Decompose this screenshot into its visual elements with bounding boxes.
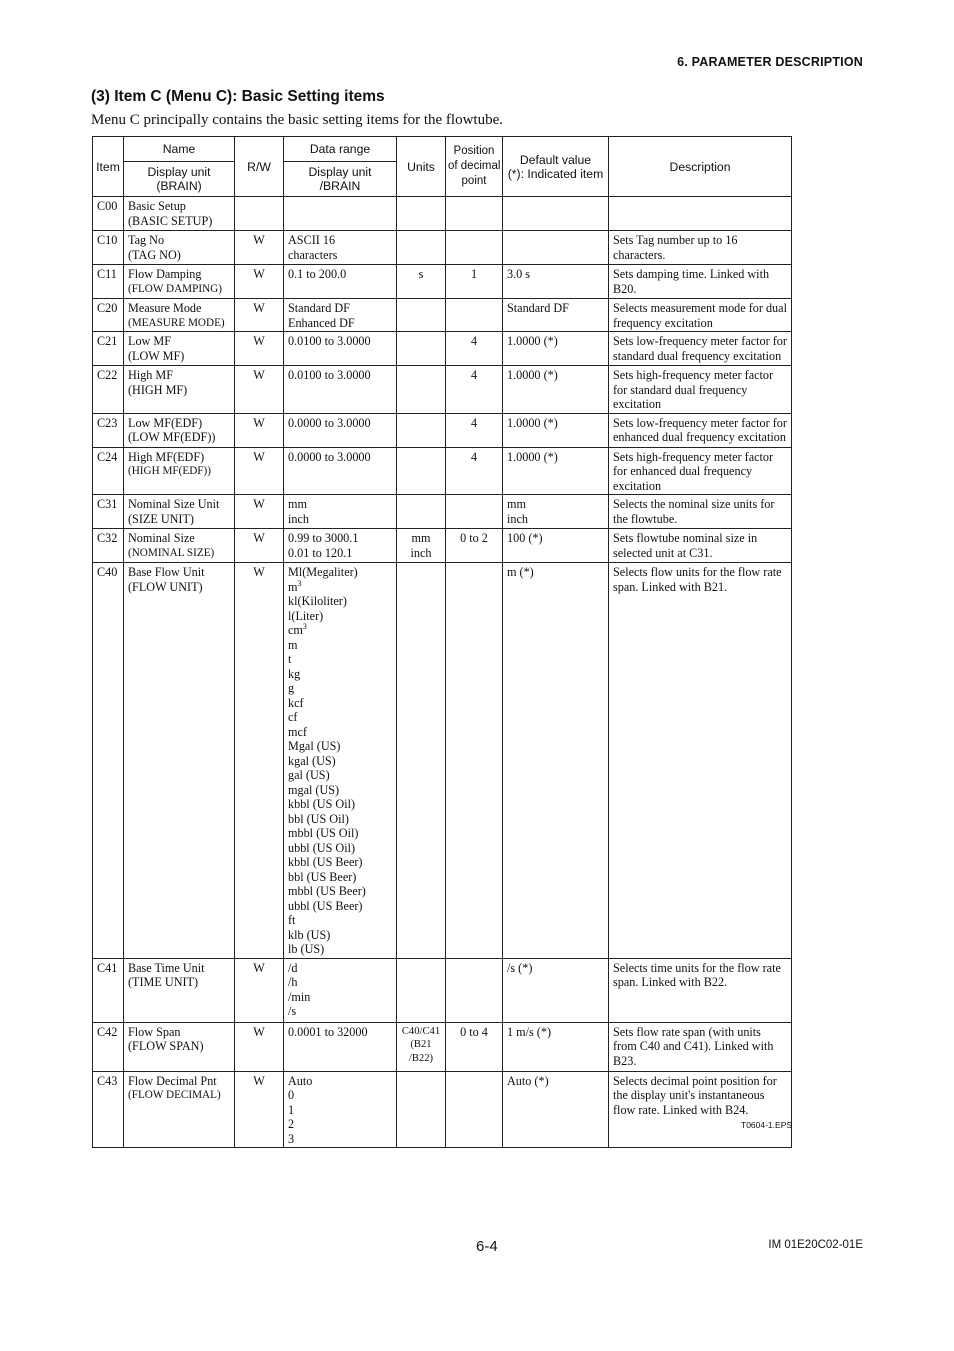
range-option: 3 [288, 1131, 295, 1146]
header-item: Item [93, 137, 124, 197]
range-option: mgal (US) [288, 782, 340, 797]
cell-item: C23 [93, 413, 124, 447]
table-row [93, 332, 792, 366]
page-number: 6-4 [476, 1238, 498, 1255]
cell-item: C41 [93, 958, 124, 1022]
cell-item: C32 [93, 529, 124, 563]
cell-default: Auto (*) [503, 1071, 609, 1148]
table-row [93, 197, 792, 231]
range-option: characters [288, 247, 338, 262]
cell-name: Nominal Size Unit (SIZE UNIT) [124, 495, 235, 529]
cell-data-range [284, 265, 397, 299]
range-option: 0.0100 to 3.0000 [288, 334, 371, 348]
cell-rw: W [235, 413, 284, 447]
range-option: Ml(Megaliter) [288, 565, 358, 579]
cell-data-range [284, 231, 397, 265]
cell-data-range [284, 299, 397, 332]
cell-rw: W [235, 495, 284, 529]
cell-units: s [397, 265, 446, 299]
document-id: IM 01E20C02-01E [768, 1239, 863, 1251]
table-body [93, 197, 792, 1148]
range-option: 0.0001 to 32000 [288, 1024, 368, 1039]
range-option: kg [288, 666, 301, 681]
cell-name: Base Flow Unit (FLOW UNIT) [124, 563, 235, 959]
cell-name: High MF (HIGH MF) [124, 366, 235, 414]
cell-description: Sets high-frequency meter factor for enhanced dual frequency excitation [609, 447, 792, 495]
cell-description: Selects measurement mode for dual frequency excitation [609, 299, 792, 332]
cell-data-range [284, 563, 397, 959]
range-option: ASCII 16 [288, 233, 336, 247]
cell-decimal [446, 299, 503, 332]
cell-default: 1.0000 (*) [503, 413, 609, 447]
range-option: 0.99 to 3000.1 [288, 531, 359, 545]
cell-item: C42 [93, 1022, 124, 1071]
cell-decimal: 4 [446, 332, 503, 366]
range-option: kl(Kiloliter) [288, 594, 347, 608]
table-row [93, 413, 792, 447]
cell-units [397, 563, 446, 959]
cell-units [397, 231, 446, 265]
range-option: kcf [288, 695, 304, 710]
table-row [93, 1071, 792, 1148]
range-option: 1 [288, 1102, 295, 1117]
range-option: /s [288, 1004, 297, 1018]
cell-default: 1.0000 (*) [503, 332, 609, 366]
cell-default: m (*) [503, 563, 609, 959]
cell-item: C43 [93, 1071, 124, 1148]
section-title: (3) Item C (Menu C): Basic Setting items [91, 88, 385, 105]
cell-name: Measure Mode (MEASURE MODE) [124, 299, 235, 332]
table-row [93, 265, 792, 299]
cell-name: High MF(EDF) (HIGH MF(EDF)) [124, 447, 235, 495]
range-option: lb (US) [288, 942, 325, 956]
cell-default: /s (*) [503, 958, 609, 1022]
parameter-table [92, 136, 792, 1148]
cell-rw: W [235, 1071, 284, 1148]
range-option: inch [288, 511, 309, 526]
cell-name: Flow Span (FLOW SPAN) [124, 1022, 235, 1071]
header-description: Description [609, 137, 792, 197]
cell-units [397, 413, 446, 447]
cell-decimal: 0 to 2 [446, 529, 503, 563]
header-units: Units [397, 137, 446, 197]
cell-decimal: 0 to 4 [446, 1022, 503, 1071]
header-decimal-position: Position of decimal point [446, 137, 503, 197]
cell-description: Sets low-frequency meter factor for standard dual frequency excitation [609, 332, 792, 366]
cell-decimal: 4 [446, 413, 503, 447]
cell-units: mm inch [397, 529, 446, 563]
table-row [93, 563, 792, 959]
range-option: $cm^3$ [288, 621, 307, 637]
cell-decimal [446, 1071, 503, 1148]
cell-item: C40 [93, 563, 124, 959]
cell-item: C31 [93, 495, 124, 529]
cell-name: Flow Damping (FLOW DAMPING) [124, 265, 235, 299]
cell-name: Tag No (TAG NO) [124, 231, 235, 265]
cell-name: Flow Decimal Pnt (FLOW DECIMAL) [124, 1071, 235, 1148]
cell-rw: W [235, 265, 284, 299]
table-row [93, 366, 792, 414]
cell-rw: W [235, 366, 284, 414]
header-rw: R/W [235, 137, 284, 197]
range-option: 0.0000 to 3.0000 [288, 415, 371, 430]
table-row [93, 1022, 792, 1071]
header-default-value: Default value (*): Indicated item [503, 137, 609, 197]
cell-description: Selects flow units for the flow rate span. Linked with B21. [609, 563, 792, 959]
cell-item: C11 [93, 265, 124, 299]
range-option: Auto [288, 1073, 313, 1088]
cell-default [503, 197, 609, 231]
cell-data-range [284, 495, 397, 529]
range-option: mcf [288, 724, 307, 739]
table-row [93, 529, 792, 563]
table-reference: T0604-1.EPS [741, 1120, 793, 1130]
header-name-sub: Display unit (BRAIN) [124, 162, 235, 197]
table-row [93, 958, 792, 1022]
cell-rw: W [235, 1022, 284, 1071]
range-option: bbl (US Beer) [288, 869, 357, 884]
range-option: g [288, 681, 295, 695]
cell-decimal [446, 231, 503, 265]
cell-rw [235, 197, 284, 231]
range-option: kgal (US) [288, 753, 336, 768]
cell-name: Basic Setup (BASIC SETUP) [124, 197, 235, 231]
cell-default: 1.0000 (*) [503, 366, 609, 414]
cell-description: Sets low-frequency meter factor for enhanced dual frequency excitation [609, 413, 792, 447]
cell-description: Selects the nominal size units for the flowtube. [609, 495, 792, 529]
cell-decimal: 1 [446, 265, 503, 299]
cell-units [397, 332, 446, 366]
range-option: klb (US) [288, 927, 331, 942]
range-option: kbbl (US Beer) [288, 855, 363, 869]
cell-description [609, 197, 792, 231]
cell-description: Sets Tag number up to 16 characters. [609, 231, 792, 265]
cell-data-range [284, 366, 397, 414]
section-intro: Menu C principally contains the basic setting items for the flowtube. [91, 112, 503, 128]
table-row [93, 231, 792, 265]
table-row [93, 495, 792, 529]
cell-rw: W [235, 447, 284, 495]
range-option: /d [288, 960, 298, 975]
cell-default: 100 (*) [503, 529, 609, 563]
cell-default: mm inch [503, 495, 609, 529]
cell-data-range [284, 529, 397, 563]
range-option: l(Liter) [288, 608, 324, 623]
cell-decimal: 4 [446, 447, 503, 495]
cell-decimal [446, 958, 503, 1022]
range-option: ubbl (US Beer) [288, 898, 363, 913]
table-row [93, 299, 792, 332]
cell-item: C24 [93, 447, 124, 495]
cell-rw: W [235, 299, 284, 332]
cell-data-range [284, 332, 397, 366]
cell-units [397, 1071, 446, 1148]
header-data-range: Data range [284, 137, 397, 162]
range-option: kbbl (US Oil) [288, 797, 356, 811]
cell-description: Sets flow rate span (with units from C40 and C41). Linked with B23. [609, 1022, 792, 1071]
cell-decimal: 4 [446, 366, 503, 414]
cell-rw: W [235, 332, 284, 366]
range-option: 0.0100 to 3.0000 [288, 368, 371, 382]
cell-units [397, 299, 446, 332]
cell-data-range [284, 197, 397, 231]
range-option: 2 [288, 1117, 295, 1131]
range-option: mbbl (US Beer) [288, 884, 366, 898]
cell-units: C40/C41 (B21 /B22) [397, 1022, 446, 1071]
cell-rw: W [235, 958, 284, 1022]
range-option: cf [288, 710, 298, 724]
range-option: ft [288, 913, 296, 927]
cell-units [397, 447, 446, 495]
range-option: $m^3$ [288, 578, 302, 594]
cell-units [397, 495, 446, 529]
cell-rw: W [235, 563, 284, 959]
cell-data-range [284, 1071, 397, 1148]
running-header: 6. PARAMETER DESCRIPTION [677, 55, 863, 69]
cell-default: 1.0000 (*) [503, 447, 609, 495]
cell-item: C10 [93, 231, 124, 265]
cell-description: Selects time units for the flow rate span. Linked with B22. [609, 958, 792, 1022]
cell-data-range [284, 1022, 397, 1071]
cell-name: Low MF (LOW MF) [124, 332, 235, 366]
range-option: Enhanced DF [288, 315, 355, 330]
cell-default [503, 231, 609, 265]
cell-item: C21 [93, 332, 124, 366]
cell-name: Nominal Size (NOMINAL SIZE) [124, 529, 235, 563]
table-row [93, 447, 792, 495]
cell-name: Base Time Unit (TIME UNIT) [124, 958, 235, 1022]
range-option: /h [288, 975, 298, 989]
cell-description: Sets high-frequency meter factor for standard dual frequency excitation [609, 366, 792, 414]
range-option: m [288, 637, 298, 652]
cell-item: C22 [93, 366, 124, 414]
cell-item: C00 [93, 197, 124, 231]
range-option: Mgal (US) [288, 739, 341, 753]
cell-default: 1 m/s (*) [503, 1022, 609, 1071]
cell-data-range [284, 447, 397, 495]
cell-data-range [284, 958, 397, 1022]
cell-description: Sets damping time. Linked with B20. [609, 265, 792, 299]
range-option: /min [288, 989, 311, 1004]
range-option: ubbl (US Oil) [288, 840, 356, 855]
cell-decimal [446, 197, 503, 231]
range-option: 0.0000 to 3.0000 [288, 449, 371, 464]
range-option: mbbl (US Oil) [288, 826, 359, 840]
range-option: bbl (US Oil) [288, 811, 349, 826]
range-option: 0.01 to 120.1 [288, 545, 353, 560]
range-option: t [288, 652, 292, 666]
cell-description: Sets flowtube nominal size in selected unit at C31. [609, 529, 792, 563]
cell-name: Low MF(EDF) (LOW MF(EDF)) [124, 413, 235, 447]
cell-units [397, 197, 446, 231]
cell-rw: W [235, 231, 284, 265]
cell-decimal [446, 495, 503, 529]
header-name: Name [124, 137, 235, 162]
cell-data-range [284, 413, 397, 447]
range-option: gal (US) [288, 768, 330, 782]
range-option: Standard DF [288, 301, 350, 315]
header-range-sub: Display unit /BRAIN [284, 162, 397, 197]
cell-item: C20 [93, 299, 124, 332]
cell-units [397, 958, 446, 1022]
cell-rw: W [235, 529, 284, 563]
cell-description: Selects decimal point position for the display unit's instantaneous flow rate. Linked with B24. [609, 1071, 792, 1148]
cell-units [397, 366, 446, 414]
range-option: 0.1 to 200.0 [288, 267, 347, 281]
cell-decimal [446, 563, 503, 959]
range-option: 0 [288, 1088, 295, 1102]
cell-default: 3.0 s [503, 265, 609, 299]
cell-default: Standard DF [503, 299, 609, 332]
range-option: mm [288, 497, 307, 511]
